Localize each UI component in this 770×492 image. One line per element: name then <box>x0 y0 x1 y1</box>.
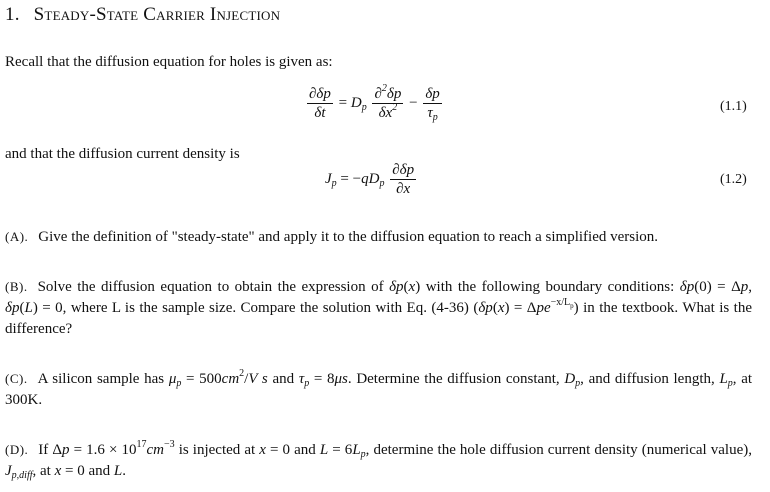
intro-recall: Recall that the diffusion equation for holes is given as: <box>5 54 333 70</box>
equation-current-density: $J_p = -qD_p$ $\frac{\partial\delta p}{\partial x}$ <box>325 162 415 197</box>
intro-and-that: and that the diffusion current density is <box>5 146 240 162</box>
question-a <box>5 226 752 248</box>
question-b: (B). Solve the diffusion equation to obtain the expression of δp(x) with the following boundary conditions: δp(0) = Δp, δp(L) = 0, where L is the sample size. Compare the solution with Eq. (4-36) (δp(x) = Δpe$^{-x/L_p}$) in the textbook. What is the difference? <box>5 279 753 337</box>
question-d: (D). If $\Delta p = 1.6 \times 10^{17}cm^{-3}$ is injected at x = 0 and $L = 6L_p$, determine the hole diffusion current density (numerical value), $J_{p,diff}$, at x = 0 and L. <box>5 439 753 481</box>
question-c-label: (C). <box>5 371 28 386</box>
section-title <box>5 4 280 26</box>
question-a-label: (A). <box>5 229 29 244</box>
section-number: 1. <box>5 4 20 25</box>
question-b-label: (B). <box>5 279 28 294</box>
equation-diffusion: $\frac{\partial\delta p}{\delta t}$ = $D_p$ $\frac{\partial^2\delta p}{\delta x^2}$ − $\frac{\delta p}{\tau_p}$ <box>309 83 440 123</box>
question-c: (C). A silicon sample has $\mu_p = 500cm^2/V$ s and $\tau_p = 8\mu s$. Determine the diffusion constant, $D_p$, and diffusion length, $L_p$, at 300K. <box>5 368 753 408</box>
question-d-label: (D). <box>5 442 29 457</box>
question-a-text: Give the definition of "steady-state" and apply it to the diffusion equation to reach a simplified version. <box>38 229 659 245</box>
section-title-text: Steady-State Carrier Injection <box>33 4 281 25</box>
equation-number-1: (1.1) <box>720 99 747 114</box>
equation-number-2: (1.2) <box>720 172 747 187</box>
